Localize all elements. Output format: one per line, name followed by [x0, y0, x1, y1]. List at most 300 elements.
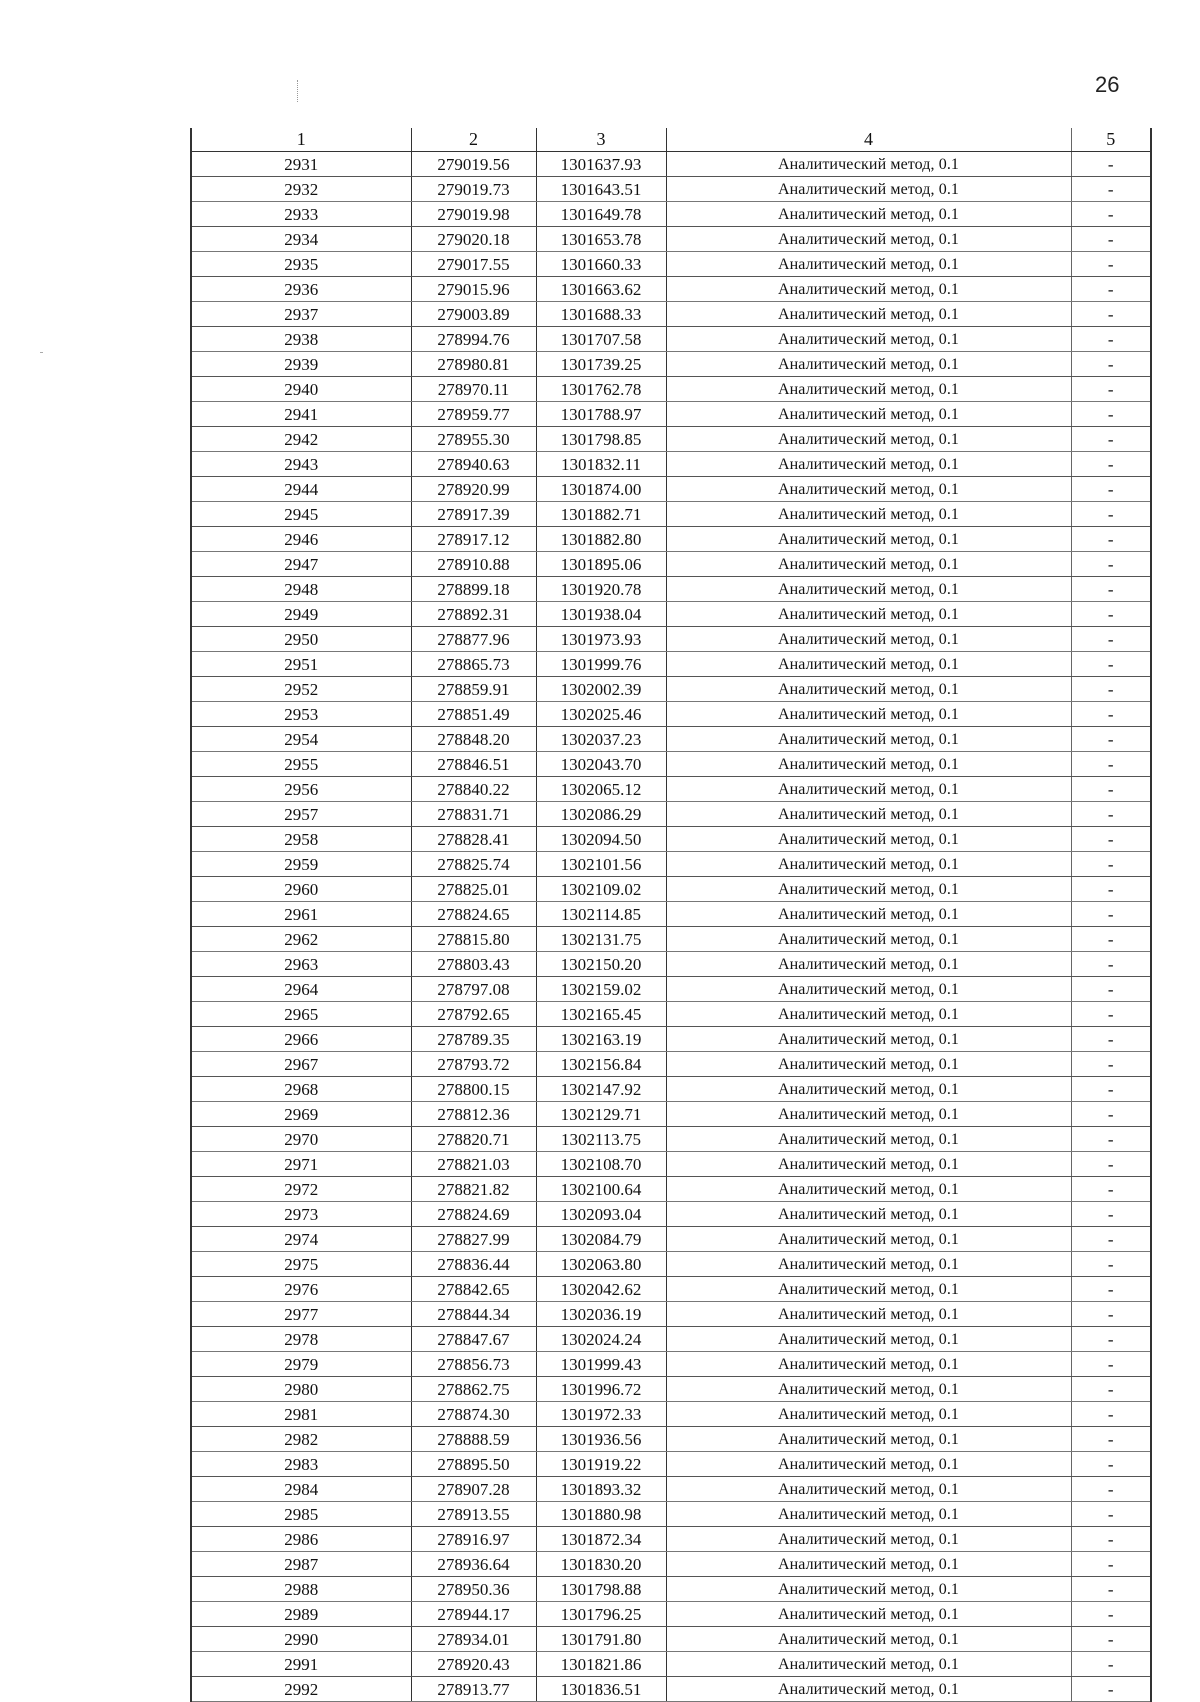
point-number-cell: 2959 — [191, 852, 411, 877]
y-coordinate-cell: 1302129.71 — [536, 1102, 666, 1127]
y-coordinate-cell: 1301893.32 — [536, 1477, 666, 1502]
x-coordinate-cell: 278920.99 — [411, 477, 536, 502]
point-number-cell: 2939 — [191, 352, 411, 377]
note-cell: - — [1071, 1102, 1151, 1127]
method-accuracy-cell: Аналитический метод, 0.1 — [666, 1677, 1071, 1702]
note-cell: - — [1071, 477, 1151, 502]
table-row — [191, 1477, 1151, 1502]
table-row — [191, 1002, 1151, 1027]
point-number-cell: 2986 — [191, 1527, 411, 1552]
x-coordinate-cell: 278844.34 — [411, 1302, 536, 1327]
method-accuracy-cell: Аналитический метод, 0.1 — [666, 1277, 1071, 1302]
x-coordinate-cell: 278821.03 — [411, 1152, 536, 1177]
x-coordinate-cell: 278847.67 — [411, 1327, 536, 1352]
x-coordinate-cell: 278825.74 — [411, 852, 536, 877]
x-coordinate-cell: 278934.01 — [411, 1627, 536, 1652]
table-row — [191, 452, 1151, 477]
note-cell: - — [1071, 1552, 1151, 1577]
method-accuracy-cell: Аналитический метод, 0.1 — [666, 1252, 1071, 1277]
note-cell: - — [1071, 602, 1151, 627]
x-coordinate-cell: 278895.50 — [411, 1452, 536, 1477]
x-coordinate-cell: 278862.75 — [411, 1377, 536, 1402]
table-row — [191, 1577, 1151, 1602]
note-cell: - — [1071, 402, 1151, 427]
method-accuracy-cell: Аналитический метод, 0.1 — [666, 1352, 1071, 1377]
table-row — [191, 852, 1151, 877]
note-cell: - — [1071, 1002, 1151, 1027]
point-number-cell: 2977 — [191, 1302, 411, 1327]
x-coordinate-cell: 278812.36 — [411, 1102, 536, 1127]
method-accuracy-cell: Аналитический метод, 0.1 — [666, 452, 1071, 477]
note-cell: - — [1071, 977, 1151, 1002]
method-accuracy-cell: Аналитический метод, 0.1 — [666, 1152, 1071, 1177]
y-coordinate-cell: 1301919.22 — [536, 1452, 666, 1477]
x-coordinate-cell: 278840.22 — [411, 777, 536, 802]
method-accuracy-cell: Аналитический метод, 0.1 — [666, 1002, 1071, 1027]
point-number-cell: 2957 — [191, 802, 411, 827]
x-coordinate-cell: 278846.51 — [411, 752, 536, 777]
note-cell: - — [1071, 702, 1151, 727]
y-coordinate-cell: 1302042.62 — [536, 1277, 666, 1302]
table-row — [191, 202, 1151, 227]
note-cell: - — [1071, 877, 1151, 902]
method-accuracy-cell: Аналитический метод, 0.1 — [666, 777, 1071, 802]
method-accuracy-cell: Аналитический метод, 0.1 — [666, 602, 1071, 627]
note-cell: - — [1071, 952, 1151, 977]
table-row — [191, 252, 1151, 277]
x-coordinate-cell: 278874.30 — [411, 1402, 536, 1427]
point-number-cell: 2950 — [191, 627, 411, 652]
point-number-cell: 2965 — [191, 1002, 411, 1027]
table-row — [191, 1652, 1151, 1677]
x-coordinate-cell: 278856.73 — [411, 1352, 536, 1377]
point-number-cell: 2958 — [191, 827, 411, 852]
table-row — [191, 1352, 1151, 1377]
y-coordinate-cell: 1301798.85 — [536, 427, 666, 452]
x-coordinate-cell: 278859.91 — [411, 677, 536, 702]
point-number-cell: 2985 — [191, 1502, 411, 1527]
note-cell: - — [1071, 1627, 1151, 1652]
table-row — [191, 1602, 1151, 1627]
note-cell: - — [1071, 527, 1151, 552]
table-row — [191, 552, 1151, 577]
y-coordinate-cell: 1302093.04 — [536, 1202, 666, 1227]
method-accuracy-cell: Аналитический метод, 0.1 — [666, 1202, 1071, 1227]
table-row — [191, 477, 1151, 502]
x-coordinate-cell: 278815.80 — [411, 927, 536, 952]
x-coordinate-cell: 278827.99 — [411, 1227, 536, 1252]
method-accuracy-cell: Аналитический метод, 0.1 — [666, 352, 1071, 377]
note-cell: - — [1071, 1377, 1151, 1402]
point-number-cell: 2981 — [191, 1402, 411, 1427]
table-row — [191, 952, 1151, 977]
y-coordinate-cell: 1301830.20 — [536, 1552, 666, 1577]
point-number-cell: 2990 — [191, 1627, 411, 1652]
method-accuracy-cell: Аналитический метод, 0.1 — [666, 752, 1071, 777]
method-accuracy-cell: Аналитический метод, 0.1 — [666, 1052, 1071, 1077]
method-accuracy-cell: Аналитический метод, 0.1 — [666, 227, 1071, 252]
method-accuracy-cell: Аналитический метод, 0.1 — [666, 152, 1071, 177]
method-accuracy-cell: Аналитический метод, 0.1 — [666, 302, 1071, 327]
x-coordinate-cell: 279020.18 — [411, 227, 536, 252]
point-number-cell: 2932 — [191, 177, 411, 202]
y-coordinate-cell: 1301739.25 — [536, 352, 666, 377]
x-coordinate-cell: 278848.20 — [411, 727, 536, 752]
note-cell: - — [1071, 1427, 1151, 1452]
method-accuracy-cell: Аналитический метод, 0.1 — [666, 927, 1071, 952]
note-cell: - — [1071, 252, 1151, 277]
method-accuracy-cell: Аналитический метод, 0.1 — [666, 377, 1071, 402]
note-cell: - — [1071, 227, 1151, 252]
method-accuracy-cell: Аналитический метод, 0.1 — [666, 1077, 1071, 1102]
method-accuracy-cell: Аналитический метод, 0.1 — [666, 1452, 1071, 1477]
table-row — [191, 802, 1151, 827]
x-coordinate-cell: 278970.11 — [411, 377, 536, 402]
point-number-cell: 2951 — [191, 652, 411, 677]
method-accuracy-cell: Аналитический метод, 0.1 — [666, 852, 1071, 877]
method-accuracy-cell: Аналитический метод, 0.1 — [666, 1577, 1071, 1602]
table-row — [191, 627, 1151, 652]
table-row — [191, 1402, 1151, 1427]
table-row — [191, 827, 1151, 852]
x-coordinate-cell: 279019.73 — [411, 177, 536, 202]
y-coordinate-cell: 1301972.33 — [536, 1402, 666, 1427]
table-row — [191, 277, 1151, 302]
y-coordinate-cell: 1301821.86 — [536, 1652, 666, 1677]
method-accuracy-cell: Аналитический метод, 0.1 — [666, 427, 1071, 452]
x-coordinate-cell: 278917.12 — [411, 527, 536, 552]
y-coordinate-cell: 1301660.33 — [536, 252, 666, 277]
scan-artifact — [297, 80, 300, 102]
method-accuracy-cell: Аналитический метод, 0.1 — [666, 1127, 1071, 1152]
method-accuracy-cell: Аналитический метод, 0.1 — [666, 277, 1071, 302]
note-cell: - — [1071, 1502, 1151, 1527]
note-cell: - — [1071, 277, 1151, 302]
note-cell: - — [1071, 1227, 1151, 1252]
table-row — [191, 752, 1151, 777]
x-coordinate-cell: 279019.98 — [411, 202, 536, 227]
table-row — [191, 1077, 1151, 1102]
y-coordinate-cell: 1301938.04 — [536, 602, 666, 627]
y-coordinate-cell: 1301762.78 — [536, 377, 666, 402]
point-number-cell: 2968 — [191, 1077, 411, 1102]
x-coordinate-cell: 278944.17 — [411, 1602, 536, 1627]
y-coordinate-cell: 1302114.85 — [536, 902, 666, 927]
point-number-cell: 2940 — [191, 377, 411, 402]
note-cell: - — [1071, 202, 1151, 227]
x-coordinate-cell: 278994.76 — [411, 327, 536, 352]
method-accuracy-cell: Аналитический метод, 0.1 — [666, 677, 1071, 702]
column-header-1: 1 — [191, 128, 411, 152]
y-coordinate-cell: 1301832.11 — [536, 452, 666, 477]
method-accuracy-cell: Аналитический метод, 0.1 — [666, 1502, 1071, 1527]
table-row — [191, 427, 1151, 452]
method-accuracy-cell: Аналитический метод, 0.1 — [666, 952, 1071, 977]
note-cell: - — [1071, 1177, 1151, 1202]
method-accuracy-cell: Аналитический метод, 0.1 — [666, 1302, 1071, 1327]
point-number-cell: 2989 — [191, 1602, 411, 1627]
point-number-cell: 2969 — [191, 1102, 411, 1127]
y-coordinate-cell: 1301649.78 — [536, 202, 666, 227]
note-cell: - — [1071, 1652, 1151, 1677]
method-accuracy-cell: Аналитический метод, 0.1 — [666, 1552, 1071, 1577]
table-row — [191, 527, 1151, 552]
table-row — [191, 1552, 1151, 1577]
point-number-cell: 2961 — [191, 902, 411, 927]
point-number-cell: 2933 — [191, 202, 411, 227]
y-coordinate-cell: 1301791.80 — [536, 1627, 666, 1652]
y-coordinate-cell: 1301836.51 — [536, 1677, 666, 1702]
y-coordinate-cell: 1302156.84 — [536, 1052, 666, 1077]
table-row — [191, 652, 1151, 677]
y-coordinate-cell: 1301653.78 — [536, 227, 666, 252]
method-accuracy-cell: Аналитический метод, 0.1 — [666, 727, 1071, 752]
x-coordinate-cell: 278831.71 — [411, 802, 536, 827]
table-row — [191, 1152, 1151, 1177]
note-cell: - — [1071, 852, 1151, 877]
method-accuracy-cell: Аналитический метод, 0.1 — [666, 802, 1071, 827]
point-number-cell: 2953 — [191, 702, 411, 727]
y-coordinate-cell: 1302002.39 — [536, 677, 666, 702]
table-row — [191, 1427, 1151, 1452]
method-accuracy-cell: Аналитический метод, 0.1 — [666, 202, 1071, 227]
table-row — [191, 1102, 1151, 1127]
note-cell: - — [1071, 927, 1151, 952]
point-number-cell: 2947 — [191, 552, 411, 577]
note-cell: - — [1071, 652, 1151, 677]
x-coordinate-cell: 278959.77 — [411, 402, 536, 427]
y-coordinate-cell: 1302163.19 — [536, 1027, 666, 1052]
y-coordinate-cell: 1301882.71 — [536, 502, 666, 527]
method-accuracy-cell: Аналитический метод, 0.1 — [666, 552, 1071, 577]
x-coordinate-cell: 278851.49 — [411, 702, 536, 727]
note-cell: - — [1071, 1302, 1151, 1327]
note-cell: - — [1071, 1127, 1151, 1152]
table-row — [191, 1277, 1151, 1302]
table-row — [191, 977, 1151, 1002]
table-row — [191, 902, 1151, 927]
point-number-cell: 2941 — [191, 402, 411, 427]
method-accuracy-cell: Аналитический метод, 0.1 — [666, 527, 1071, 552]
y-coordinate-cell: 1302043.70 — [536, 752, 666, 777]
coordinates-table — [190, 128, 1152, 1702]
x-coordinate-cell: 279003.89 — [411, 302, 536, 327]
point-number-cell: 2946 — [191, 527, 411, 552]
table-row — [191, 1202, 1151, 1227]
method-accuracy-cell: Аналитический метод, 0.1 — [666, 627, 1071, 652]
table-row — [191, 777, 1151, 802]
note-cell: - — [1071, 502, 1151, 527]
method-accuracy-cell: Аналитический метод, 0.1 — [666, 1377, 1071, 1402]
table-row — [191, 702, 1151, 727]
y-coordinate-cell: 1302109.02 — [536, 877, 666, 902]
y-coordinate-cell: 1301999.43 — [536, 1352, 666, 1377]
table-row — [191, 927, 1151, 952]
x-coordinate-cell: 278842.65 — [411, 1277, 536, 1302]
table-row — [191, 327, 1151, 352]
y-coordinate-cell: 1301936.56 — [536, 1427, 666, 1452]
note-cell: - — [1071, 1327, 1151, 1352]
note-cell: - — [1071, 1052, 1151, 1077]
note-cell: - — [1071, 177, 1151, 202]
table-row — [191, 502, 1151, 527]
scan-artifact — [40, 352, 43, 353]
y-coordinate-cell: 1302101.56 — [536, 852, 666, 877]
table-row — [191, 1252, 1151, 1277]
point-number-cell: 2962 — [191, 927, 411, 952]
x-coordinate-cell: 278824.69 — [411, 1202, 536, 1227]
table-row — [191, 1027, 1151, 1052]
column-header-2: 2 — [411, 128, 536, 152]
note-cell: - — [1071, 1152, 1151, 1177]
point-number-cell: 2948 — [191, 577, 411, 602]
column-header-5: 5 — [1071, 128, 1151, 152]
note-cell: - — [1071, 1352, 1151, 1377]
table-row — [191, 1377, 1151, 1402]
note-cell: - — [1071, 1077, 1151, 1102]
x-coordinate-cell: 278797.08 — [411, 977, 536, 1002]
y-coordinate-cell: 1302159.02 — [536, 977, 666, 1002]
table-row — [191, 1527, 1151, 1552]
point-number-cell: 2966 — [191, 1027, 411, 1052]
point-number-cell: 2992 — [191, 1677, 411, 1702]
method-accuracy-cell: Аналитический метод, 0.1 — [666, 1602, 1071, 1627]
point-number-cell: 2988 — [191, 1577, 411, 1602]
table-row — [191, 1177, 1151, 1202]
point-number-cell: 2982 — [191, 1427, 411, 1452]
x-coordinate-cell: 278888.59 — [411, 1427, 536, 1452]
note-cell: - — [1071, 1202, 1151, 1227]
note-cell: - — [1071, 1527, 1151, 1552]
x-coordinate-cell: 279019.56 — [411, 152, 536, 177]
note-cell: - — [1071, 902, 1151, 927]
point-number-cell: 2943 — [191, 452, 411, 477]
method-accuracy-cell: Аналитический метод, 0.1 — [666, 827, 1071, 852]
note-cell: - — [1071, 727, 1151, 752]
method-accuracy-cell: Аналитический метод, 0.1 — [666, 1427, 1071, 1452]
table-body — [191, 152, 1151, 1702]
y-coordinate-cell: 1302108.70 — [536, 1152, 666, 1177]
table-row — [191, 302, 1151, 327]
note-cell: - — [1071, 327, 1151, 352]
x-coordinate-cell: 278913.55 — [411, 1502, 536, 1527]
table-row — [191, 677, 1151, 702]
method-accuracy-cell: Аналитический метод, 0.1 — [666, 652, 1071, 677]
y-coordinate-cell: 1301707.58 — [536, 327, 666, 352]
method-accuracy-cell: Аналитический метод, 0.1 — [666, 327, 1071, 352]
note-cell: - — [1071, 577, 1151, 602]
method-accuracy-cell: Аналитический метод, 0.1 — [666, 1102, 1071, 1127]
column-header-3: 3 — [536, 128, 666, 152]
point-number-cell: 2975 — [191, 1252, 411, 1277]
y-coordinate-cell: 1301643.51 — [536, 177, 666, 202]
point-number-cell: 2954 — [191, 727, 411, 752]
y-coordinate-cell: 1302165.45 — [536, 1002, 666, 1027]
y-coordinate-cell: 1302037.23 — [536, 727, 666, 752]
x-coordinate-cell: 278828.41 — [411, 827, 536, 852]
method-accuracy-cell: Аналитический метод, 0.1 — [666, 1027, 1071, 1052]
x-coordinate-cell: 278916.97 — [411, 1527, 536, 1552]
method-accuracy-cell: Аналитический метод, 0.1 — [666, 1402, 1071, 1427]
method-accuracy-cell: Аналитический метод, 0.1 — [666, 902, 1071, 927]
x-coordinate-cell: 278800.15 — [411, 1077, 536, 1102]
y-coordinate-cell: 1302094.50 — [536, 827, 666, 852]
y-coordinate-cell: 1302113.75 — [536, 1127, 666, 1152]
point-number-cell: 2942 — [191, 427, 411, 452]
method-accuracy-cell: Аналитический метод, 0.1 — [666, 177, 1071, 202]
method-accuracy-cell: Аналитический метод, 0.1 — [666, 1177, 1071, 1202]
table-row — [191, 177, 1151, 202]
point-number-cell: 2964 — [191, 977, 411, 1002]
y-coordinate-cell: 1301973.93 — [536, 627, 666, 652]
note-cell: - — [1071, 452, 1151, 477]
point-number-cell: 2967 — [191, 1052, 411, 1077]
note-cell: - — [1071, 152, 1151, 177]
x-coordinate-cell: 278907.28 — [411, 1477, 536, 1502]
note-cell: - — [1071, 1452, 1151, 1477]
note-cell: - — [1071, 302, 1151, 327]
y-coordinate-cell: 1302100.64 — [536, 1177, 666, 1202]
point-number-cell: 2945 — [191, 502, 411, 527]
point-number-cell: 2936 — [191, 277, 411, 302]
y-coordinate-cell: 1301920.78 — [536, 577, 666, 602]
note-cell: - — [1071, 1677, 1151, 1702]
note-cell: - — [1071, 627, 1151, 652]
y-coordinate-cell: 1302063.80 — [536, 1252, 666, 1277]
y-coordinate-cell: 1302084.79 — [536, 1227, 666, 1252]
x-coordinate-cell: 278913.77 — [411, 1677, 536, 1702]
x-coordinate-cell: 278920.43 — [411, 1652, 536, 1677]
method-accuracy-cell: Аналитический метод, 0.1 — [666, 1652, 1071, 1677]
y-coordinate-cell: 1302147.92 — [536, 1077, 666, 1102]
table-row — [191, 602, 1151, 627]
page-number: 26 — [1095, 72, 1120, 97]
table-row — [191, 1627, 1151, 1652]
x-coordinate-cell: 278803.43 — [411, 952, 536, 977]
note-cell: - — [1071, 427, 1151, 452]
y-coordinate-cell: 1301874.00 — [536, 477, 666, 502]
method-accuracy-cell: Аналитический метод, 0.1 — [666, 977, 1071, 1002]
point-number-cell: 2972 — [191, 1177, 411, 1202]
note-cell: - — [1071, 752, 1151, 777]
table-row — [191, 402, 1151, 427]
note-cell: - — [1071, 377, 1151, 402]
table-row — [191, 227, 1151, 252]
table-row — [191, 1052, 1151, 1077]
point-number-cell: 2944 — [191, 477, 411, 502]
x-coordinate-cell: 278877.96 — [411, 627, 536, 652]
x-coordinate-cell: 278980.81 — [411, 352, 536, 377]
table-row — [191, 1302, 1151, 1327]
point-number-cell: 2938 — [191, 327, 411, 352]
point-number-cell: 2963 — [191, 952, 411, 977]
y-coordinate-cell: 1301688.33 — [536, 302, 666, 327]
x-coordinate-cell: 279015.96 — [411, 277, 536, 302]
point-number-cell: 2960 — [191, 877, 411, 902]
point-number-cell: 2983 — [191, 1452, 411, 1477]
note-cell: - — [1071, 552, 1151, 577]
x-coordinate-cell: 278792.65 — [411, 1002, 536, 1027]
note-cell: - — [1071, 677, 1151, 702]
method-accuracy-cell: Аналитический метод, 0.1 — [666, 877, 1071, 902]
y-coordinate-cell: 1301796.25 — [536, 1602, 666, 1627]
point-number-cell: 2979 — [191, 1352, 411, 1377]
method-accuracy-cell: Аналитический метод, 0.1 — [666, 1477, 1071, 1502]
y-coordinate-cell: 1301999.76 — [536, 652, 666, 677]
point-number-cell: 2955 — [191, 752, 411, 777]
note-cell: - — [1071, 352, 1151, 377]
method-accuracy-cell: Аналитический метод, 0.1 — [666, 477, 1071, 502]
